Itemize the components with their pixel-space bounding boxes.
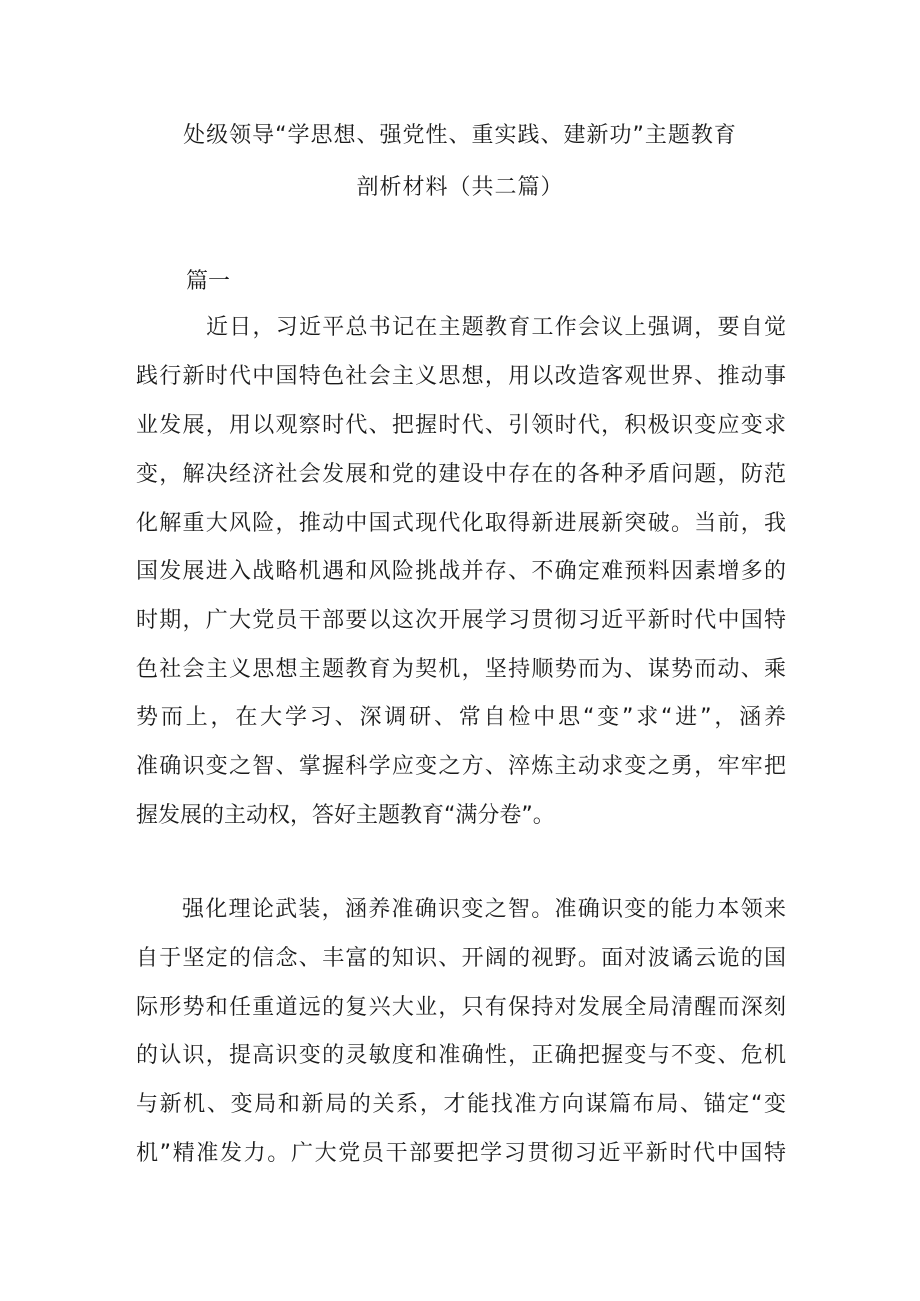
paragraph-line: 的认识，提高识变的灵敏度和准确性，正确把握变与不变、危机	[136, 1043, 786, 1068]
paragraph-line: 践行新时代中国特色社会主义思想，用以改造客观世界、推动事	[136, 364, 786, 389]
paragraph-line: 色社会主义思想主题教育为契机，坚持顺势而为、谋势而动、乘	[136, 657, 786, 682]
paragraph-line: 际形势和任重道远的复兴大业，只有保持对发展全局清醒而深刻	[136, 995, 786, 1020]
document-title-line-1: 处级领导“学思想、强党性、重实践、建新功”主题教育	[183, 123, 737, 148]
paragraph-line: 强化理论武装，涵养准确识变之智。准确识变的能力本领来	[182, 897, 786, 922]
section-label: 篇一	[186, 269, 231, 294]
paragraph-line: 业发展，用以观察时代、把握时代、引领时代，积极识变应变求	[136, 413, 786, 438]
paragraph-line: 准确识变之智、掌握科学应变之方、淬炼主动求变之勇，牢牢把	[136, 754, 786, 779]
paragraph-line: 与新机、变局和新局的关系，才能找准方向谋篇布局、锚定“变	[136, 1092, 786, 1117]
paragraph-line: 变，解决经济社会发展和党的建设中存在的各种矛盾问题，防范	[136, 462, 786, 487]
paragraph-line: 势而上，在大学习、深调研、常自检中思“变”求“进”，涵养	[136, 705, 786, 730]
paragraph-line: 国发展进入战略机遇和风险挑战并存、不确定难预料因素增多的	[136, 559, 786, 584]
paragraph-line: 握发展的主动权，答好主题教育“满分卷”。	[136, 803, 555, 828]
paragraph-line: 化解重大风险，推动中国式现代化取得新进展新突破。当前，我	[136, 511, 786, 536]
paragraph-line: 时期，广大党员干部要以这次开展学习贯彻习近平新时代中国特	[136, 608, 786, 633]
document-title-line-2: 剖析材料（共二篇）	[356, 175, 564, 200]
paragraph-line: 机”精准发力。广大党员干部要把学习贯彻习近平新时代中国特	[136, 1141, 786, 1166]
paragraph-line: 近日，习近平总书记在主题教育工作会议上强调，要自觉	[206, 315, 786, 340]
paragraph-line: 自于坚定的信念、丰富的知识、开阔的视野。面对波谲云诡的国	[136, 946, 786, 971]
